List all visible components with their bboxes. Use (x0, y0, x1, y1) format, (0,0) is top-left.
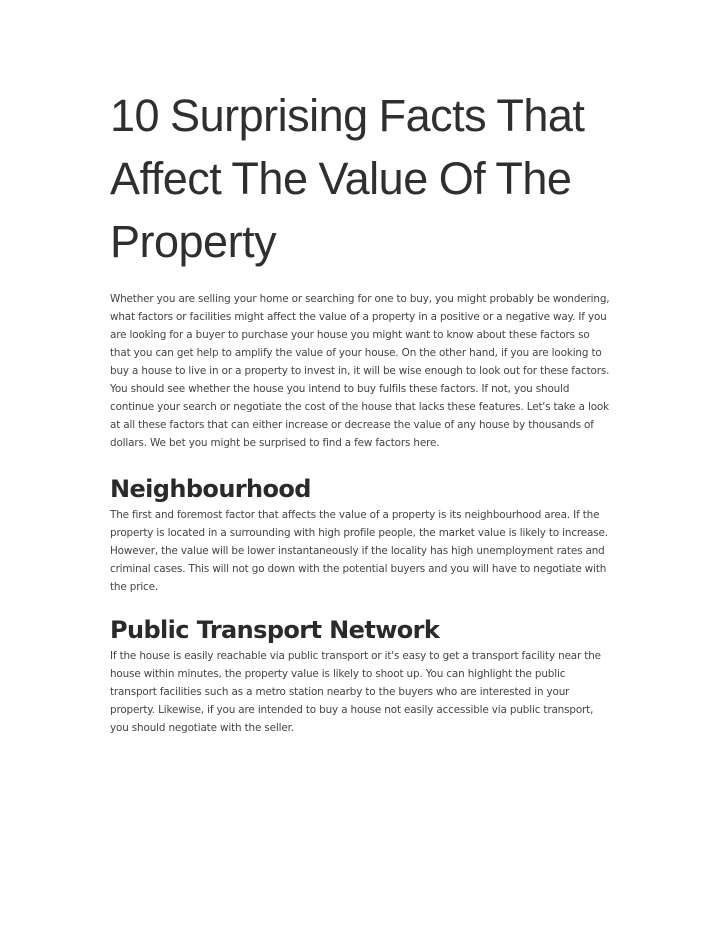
section-body-neighbourhood: The first and foremost factor that affects the value of a property is its neighbourhood area. If the property is located in a surrounding with high profile people, the market value is likely to increase. However, the value will be lower instantaneously if the locality has high unemployment rates and criminal cases. This will not go down with the potential buyers and you will have to negotiate with the price. (110, 509, 608, 593)
section-body-public-transport: If the house is easily reachable via public transport or it's easy to get a transport facility near the house within minutes, the property value is likely to shoot up. You can highlight the public transport facilities such as a metro station nearby to the buyers who are interested in your property. Likewise, if you are intended to buy a house not easily accessible via public transport, you should negotiate with the seller. (110, 650, 601, 734)
document-page (110, 84, 610, 737)
page-title: 10 Surprising Facts That Affect The Value Of The Property (110, 90, 585, 267)
section-heading-neighbourhood: Neighbourhood (110, 475, 311, 503)
intro-paragraph: Whether you are selling your home or searching for one to buy, you might probably be wondering, what factors or facilities might affect the value of a property in a positive or a negative way. If you are looking for a buyer to purchase your house you might want to know about these factors so that you can get help to amplify the value of your house. On the other hand, if you are looking to buy a house to live in or a property to invest in, it will be wise enough to look out for these factors. You should see whether the house you intend to buy fulfils these factors. If not, you should continue your search or negotiate the cost of the house that lacks these features. Let's take a look at all these factors that can either increase or decrease the value of any house by thousands of dollars. We bet you might be surprised to find a few factors here. (110, 293, 610, 449)
section-heading-public-transport: Public Transport Network (110, 616, 440, 644)
